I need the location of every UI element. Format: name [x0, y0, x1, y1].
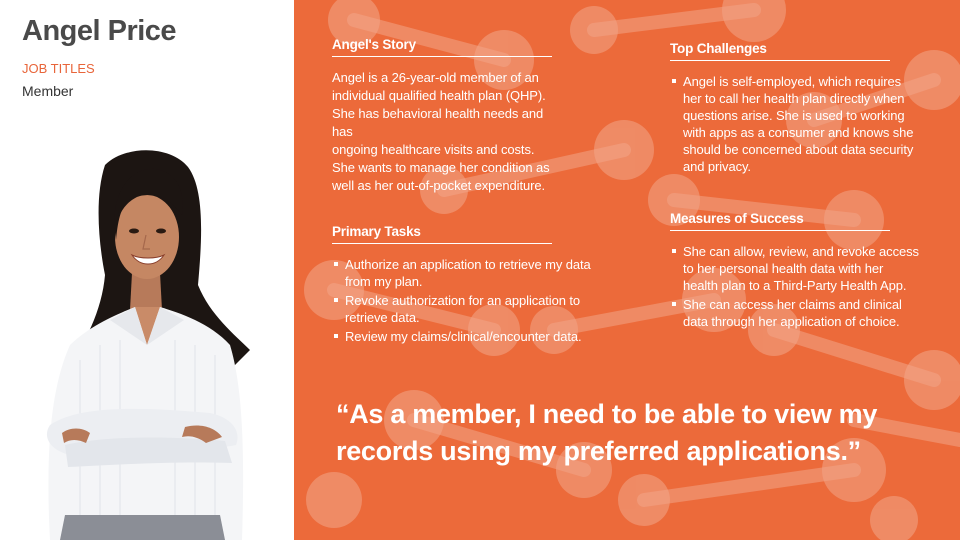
- success-section: [670, 211, 920, 332]
- story-text: [332, 69, 552, 195]
- list-item: Angel is self-employed, which requires her to call her health plan directly when questions arise. She is used to working with apps as a consumer and knows she should be concerned about data security and privacy.: [670, 73, 920, 175]
- persona-panel: [0, 0, 294, 540]
- persona-name: Angel Price: [22, 15, 177, 47]
- story-line: well as her out-of-pocket expenditure.: [332, 178, 545, 193]
- story-line: Angel is a 26-year-old member of an: [332, 70, 539, 85]
- job-titles-label: JOB TITLES: [22, 61, 95, 76]
- story-section: [332, 37, 552, 195]
- tasks-title: Primary Tasks: [332, 224, 552, 244]
- tasks-section: [332, 224, 602, 347]
- list-item: Authorize an application to retrieve my data from my plan.: [332, 256, 602, 290]
- persona-quote: “As a member, I need to be able to view my records using my preferred applications.”: [336, 399, 878, 466]
- story-line: She has behavioral health needs and has: [332, 106, 544, 139]
- story-line: She wants to manage her condition as: [332, 160, 550, 175]
- job-title-value: Member: [22, 83, 74, 99]
- challenges-section: [670, 41, 920, 177]
- list-item: Revoke authorization for an application to retrieve data.: [332, 292, 602, 326]
- success-list: [670, 243, 920, 330]
- challenges-title: Top Challenges: [670, 41, 890, 61]
- persona-photo: [10, 145, 270, 540]
- list-item: She can allow, review, and revoke access to her personal health data with her health plan to a Third-Party Health App.: [670, 243, 920, 294]
- list-item: Review my claims/clinical/encounter data.: [332, 328, 602, 345]
- story-title: Angel's Story: [332, 37, 552, 57]
- list-item: She can access her claims and clinical data through her application of choice.: [670, 296, 920, 330]
- challenges-list: [670, 73, 920, 175]
- story-line: individual qualified health plan (QHP).: [332, 88, 546, 103]
- story-line: ongoing healthcare visits and costs.: [332, 142, 535, 157]
- tasks-list: [332, 256, 602, 345]
- success-title: Measures of Success: [670, 211, 890, 231]
